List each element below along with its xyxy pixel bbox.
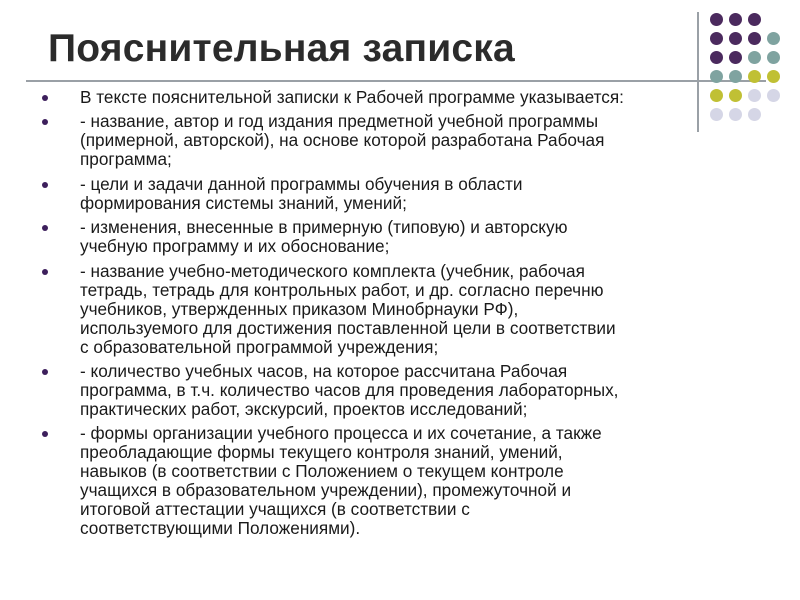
list-item-line: - изменения, внесенные в примерную (типовую) и авторскую bbox=[80, 217, 568, 238]
list-item bbox=[40, 112, 760, 169]
decor-dot bbox=[748, 13, 761, 26]
bullet-icon bbox=[42, 431, 48, 437]
list-item bbox=[40, 218, 760, 256]
decor-dot bbox=[767, 70, 780, 83]
list-item-line: - название, автор и год издания предметной учебной программы bbox=[80, 111, 599, 132]
list-item-line: - цели и задачи данной программы обучения в области bbox=[80, 173, 523, 194]
list-item bbox=[40, 175, 760, 213]
page-title: Пояснительная записка bbox=[48, 27, 515, 70]
decor-dot bbox=[710, 13, 723, 26]
decor-dot bbox=[710, 32, 723, 45]
bullet-icon bbox=[42, 95, 48, 101]
list-item-line: - количество учебных часов, на которое рассчитана Рабочая bbox=[80, 360, 568, 381]
list-item-line: В тексте пояснительной записки к Рабочей программе указывается: bbox=[80, 87, 624, 107]
decor-dot bbox=[729, 70, 742, 83]
list-item-line: навыков (в соответствии с Положением о текущем контроле bbox=[80, 461, 564, 482]
list-item-line: - формы организации учебного процесса и их сочетание, а также bbox=[80, 423, 602, 444]
bullet-icon bbox=[42, 369, 48, 375]
list-item-line: программа, в т.ч. количество часов для проведения лабораторных, bbox=[80, 379, 619, 400]
list-item bbox=[40, 262, 760, 357]
list-item-line: (примерной, авторской), на основе которой разработана Рабочая bbox=[80, 130, 605, 151]
decor-dot bbox=[767, 89, 780, 102]
list-item-line: учебников, утвержденных приказом Минобрнауки РФ), bbox=[80, 298, 519, 319]
bullet-list bbox=[40, 88, 760, 544]
list-item-line: учебную программу и их обоснование; bbox=[80, 236, 390, 257]
list-item-line: практических работ, экскурсий, проектов исследований; bbox=[80, 398, 528, 419]
bullet-icon bbox=[42, 269, 48, 275]
decor-dot bbox=[767, 51, 780, 64]
list-item-line: программа; bbox=[80, 149, 172, 170]
decor-dot bbox=[748, 32, 761, 45]
bullet-icon bbox=[42, 182, 48, 188]
list-item-line: соответствующими Положениями). bbox=[80, 518, 361, 539]
list-item bbox=[40, 362, 760, 419]
list-item bbox=[40, 424, 760, 538]
bullet-icon bbox=[42, 225, 48, 231]
list-item-line: формирования системы знаний, умений; bbox=[80, 192, 407, 213]
decor-dot bbox=[748, 70, 761, 83]
decor-dot bbox=[729, 32, 742, 45]
decor-dot bbox=[729, 51, 742, 64]
decor-dot bbox=[767, 32, 780, 45]
list-item-line: преобладающие формы текущего контроля знаний, умений, bbox=[80, 442, 563, 463]
bullet-icon bbox=[42, 119, 48, 125]
list-item-line: учащихся в образовательном учреждении), промежуточной и bbox=[80, 480, 572, 501]
horizontal-divider bbox=[26, 80, 766, 82]
decor-dot bbox=[729, 13, 742, 26]
list-item-line: итоговой аттестации учащихся (в соответствии с bbox=[80, 499, 470, 520]
decor-dot bbox=[748, 51, 761, 64]
list-item-line: - название учебно-методического комплекта (учебник, рабочая bbox=[80, 260, 585, 281]
list-item-line: тетрадь, тетрадь для контрольных работ, и др. согласно перечню bbox=[80, 279, 604, 300]
decor-dot bbox=[710, 70, 723, 83]
list-item-line: используемого для достижения поставленной цели в соответствии bbox=[80, 317, 616, 338]
decor-dot bbox=[710, 51, 723, 64]
list-item bbox=[40, 88, 760, 107]
list-item-line: с образовательной программой учреждения; bbox=[80, 336, 439, 357]
